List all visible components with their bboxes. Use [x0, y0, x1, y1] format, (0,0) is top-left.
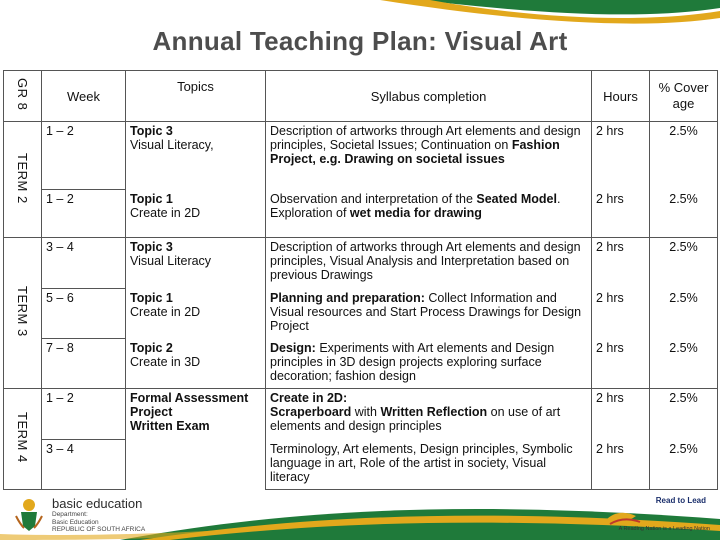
syllabus-cell	[266, 389, 592, 440]
syllabus-text: Collect Information and Visual resources and Start Process Drawings for Design Project	[270, 290, 582, 333]
percent-cell: 2.5%	[650, 339, 718, 389]
topic-text: Visual Literacy,	[130, 138, 214, 152]
syllabus-text: Experiments with Art elements and Design principles in 3D design projects exploring surface decoration; fashion design	[270, 340, 555, 383]
percent-cell: 2.5%	[650, 122, 718, 190]
read-to-lead-title: Read to Lead	[655, 496, 706, 505]
percent-cell: 2.5%	[650, 389, 718, 440]
percent-cell: 2.5%	[650, 289, 718, 339]
teaching-plan-table	[3, 70, 718, 490]
hours-cell: 2 hrs	[592, 289, 650, 339]
syllabus-cell: Terminology, Art elements, Design principles, Symbolic language in art, Role of the artist in society, Visual literacy	[266, 440, 592, 490]
term-3-label: TERM 3	[15, 286, 30, 337]
percent-header: % Cover age	[650, 71, 718, 122]
term-3-cell	[4, 238, 42, 389]
syllabus-text: Description of artworks through Art elements and design principles, Societal Issues; Continuation on	[270, 124, 581, 152]
brand-block	[52, 496, 145, 534]
table-row	[4, 238, 718, 289]
topic-title: Topic 1	[130, 191, 173, 206]
syllabus-bold: Seated Model	[476, 191, 557, 206]
term-4-label: TERM 4	[15, 412, 30, 463]
table-row	[4, 190, 718, 238]
percent-cell: 2.5%	[650, 440, 718, 490]
syllabus-bold: wet media for drawing	[349, 205, 482, 220]
term-2-label: TERM 2	[15, 152, 30, 204]
topic-text: Visual Literacy	[130, 254, 212, 268]
hours-cell: 2 hrs	[592, 190, 650, 238]
syllabus-cell: Description of artworks through Art elements and design principles, Visual Analysis and Interpretation based on previous Drawings	[266, 238, 592, 289]
week-cell: 1 – 2	[42, 190, 126, 238]
topic-title: Formal Assessment Project	[130, 391, 249, 419]
topic-cell	[126, 289, 266, 339]
dept-line: Department:	[52, 511, 88, 518]
term-2-cell	[4, 122, 42, 238]
week-header: Week	[42, 71, 126, 122]
term-4-cell	[4, 389, 42, 490]
hours-cell: 2 hrs	[592, 238, 650, 289]
hours-cell: 2 hrs	[592, 339, 650, 389]
hours-cell: 2 hrs	[592, 389, 650, 440]
syllabus-bold: Planning and preparation:	[270, 290, 425, 305]
syllabus-text: . Exploration of	[270, 191, 561, 220]
topic-title: Topic 1	[130, 290, 173, 305]
percent-cell: 2.5%	[650, 190, 718, 238]
topic-title: Topic 2	[130, 340, 173, 355]
syllabus-cell	[266, 289, 592, 339]
syllabus-header: Syllabus completion	[266, 71, 592, 122]
topic-title: Topic 3	[130, 124, 173, 138]
brand-name: basic education	[52, 496, 143, 511]
read-to-lead-tagline: A Reading Nation is a Leading Nation	[618, 526, 710, 532]
syllabus-text: with	[351, 405, 381, 419]
percent-cell: 2.5%	[650, 238, 718, 289]
syllabus-bold: Create in 2D:	[270, 391, 348, 405]
hours-cell: 2 hrs	[592, 122, 650, 190]
dept-line: Basic Education	[52, 518, 99, 526]
topic-text: Create in 2D	[130, 304, 201, 319]
table-row	[4, 389, 718, 440]
topic-cell	[126, 122, 266, 190]
table-row	[4, 289, 718, 339]
table-row	[4, 122, 718, 190]
week-cell: 5 – 6	[42, 289, 126, 339]
syllabus-bold: Scraperboard	[270, 405, 352, 419]
topic-cell	[126, 238, 266, 289]
topic-cell	[126, 339, 266, 389]
syllabus-cell	[266, 122, 592, 190]
topic-cell	[126, 389, 266, 490]
topic-text: Create in 2D	[130, 205, 201, 220]
page-title: Annual Teaching Plan: Visual Art	[152, 26, 568, 56]
table-row	[4, 440, 718, 490]
syllabus-text: Observation and interpretation of the	[270, 191, 477, 206]
week-cell: 7 – 8	[42, 339, 126, 389]
table-row	[4, 339, 718, 389]
week-cell: 1 – 2	[42, 389, 126, 440]
grade-cell	[4, 71, 42, 122]
hours-cell: 2 hrs	[592, 440, 650, 490]
grade-label: GR 8	[15, 78, 30, 111]
hours-header: Hours	[592, 71, 650, 122]
syllabus-bold: Written Reflection	[380, 405, 488, 419]
week-cell: 3 – 4	[42, 440, 126, 490]
topic-text: Create in 3D	[130, 354, 201, 369]
syllabus-cell	[266, 339, 592, 389]
week-cell: 1 – 2	[42, 122, 126, 190]
header-row	[4, 71, 718, 122]
topic-cell	[126, 190, 266, 238]
coat-of-arms-icon	[12, 496, 46, 534]
dept-line: REPUBLIC OF SOUTH AFRICA	[52, 526, 146, 533]
week-cell: 3 – 4	[42, 238, 126, 289]
topic-title: Written Exam	[130, 419, 210, 433]
syllabus-text: on use of art elements and design principles	[270, 405, 561, 433]
syllabus-bold: Design:	[270, 340, 316, 355]
topics-header: Topics	[126, 71, 266, 122]
topic-title: Topic 3	[130, 240, 173, 254]
syllabus-cell	[266, 190, 592, 238]
syllabus-bold: Fashion Project, e.g. Drawing on societal issues	[270, 138, 560, 166]
